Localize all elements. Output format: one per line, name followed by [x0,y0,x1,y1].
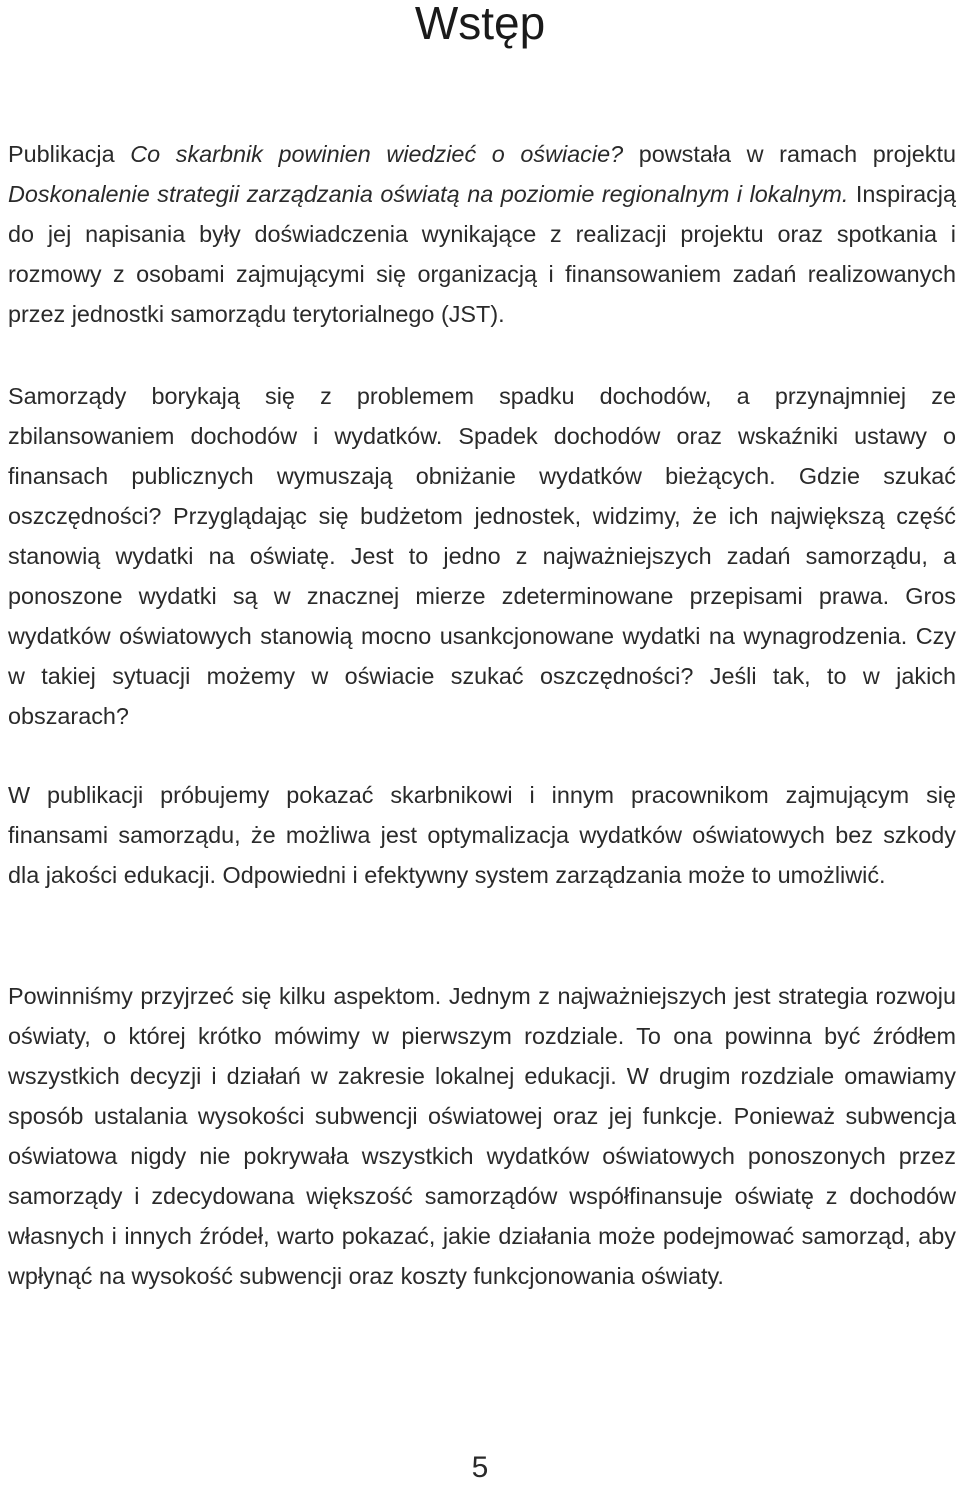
page-number: 5 [471,1451,489,1484]
publication-title: Co skarbnik powinien wiedzieć o oświacie? [130,141,624,167]
paragraph-budget: Samorządy borykają się z problemem spadku dochodów, a przynajmniej ze zbilansowaniem dochodów i wydatków. Spadek dochodów oraz wskaźniki ustawy o finansach publicznych wymuszają obniżanie wydatków bieżących. Gdzie szukać oszczędności? Przyglądając się budżetom jednostek, widzimy, że ich największą część stanowią wydatki na oświatę. Jest to jedno z najważniejszych zadań samorządu, a ponoszone wydatki są w znacznej mierze zdeterminowane przepisami prawa. Gros wydatków oświatowych stanowią mocno usankcjonowane wydatki na wynagrodzenia. Czy w takiej sytuacji możemy w oświacie szukać oszczędności? Jeśli tak, to w jakich obszarach? [8,383,956,729]
project-title: Doskonalenie strategii zarządzania oświatą na poziomie regionalnym i lokalnym. [8,181,849,207]
paragraph-aspects: Powinniśmy przyjrzeć się kilku aspektom. Jednym z najważniejszych jest strategia rozwoju oświaty, o której krótko mówimy w pierwszym rozdziale. To ona powinna być źródłem wszystkich decyzji i działań w zakresie lokalnej edukacji. W drugim rozdziale omawiamy sposób ustalania wysokości subwencji oświatowej oraz jej funkcje. Ponieważ subwencja oświatowa nigdy nie pokrywała wszystkich wydatków oświatowych ponoszonych przez samorządy i zdecydowana większość samorządów współfinansuje oświatę z dochodów własnych i innych źródeł, warto pokazać, jakie działania może podejmować samorząd, aby wpłynąć na wysokość subwencji oraz koszty funkcjonowania oświaty. [8,983,956,1289]
page-title: Wstęp [414,0,546,49]
paragraph-intro-text-c: powstała w ramach projektu [623,141,957,167]
paragraph-intro-text-e: Inspiracją do jej napisania były doświadczenia wynikające z realizacji projektu oraz spotkania i rozmowy z osobami zajmującymi się organizacją i finansowaniem zadań realizowanych przez jednostki samorządu terytorialnego (JST). [8,181,956,327]
paragraph-intro [8,134,956,334]
paragraph-intro-text-a: Publikacja [8,141,131,167]
paragraph-optimization: W publikacji próbujemy pokazać skarbnikowi i innym pracownikom zajmującym się finansami samorządu, że możliwa jest optymalizacja wydatków oświatowych bez szkody dla jakości edukacji. Odpowiedni i efektywny system zarządzania może to umożliwić. [8,782,956,888]
